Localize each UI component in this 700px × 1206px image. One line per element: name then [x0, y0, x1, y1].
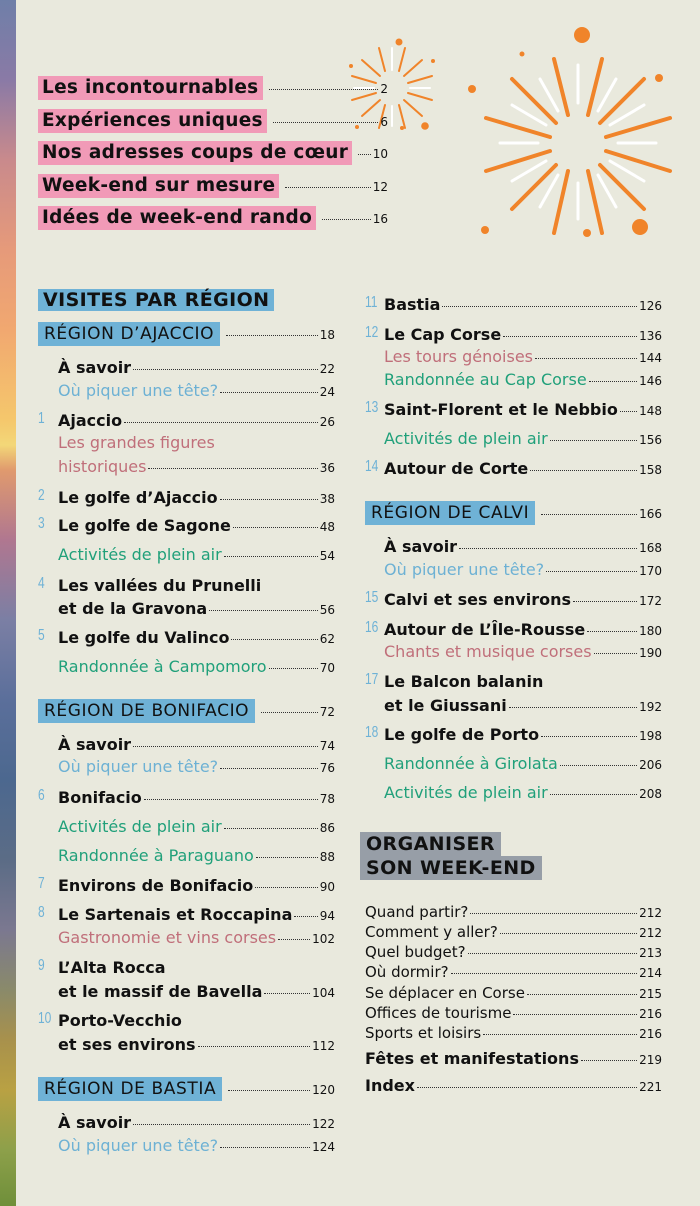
toc-highlight-experiences[interactable]: Expériences uniques 6: [38, 109, 388, 133]
toc-entry[interactable]: et de la Gravona 56: [58, 599, 335, 618]
dot-leader: [148, 468, 317, 469]
toc-entry[interactable]: Activités de plein air 156: [384, 429, 662, 448]
toc-entry[interactable]: Bonifacio 78: [58, 788, 335, 807]
chapter-number: 16: [365, 619, 379, 636]
toc-entry[interactable]: Gastronomie et vins corses 102: [58, 928, 335, 947]
chapter-number: 18: [365, 724, 379, 741]
dot-leader: [541, 736, 637, 737]
dot-leader: [220, 1147, 310, 1148]
dot-leader: [589, 381, 637, 382]
dot-leader: [264, 993, 310, 994]
chapter-number: 12: [365, 324, 379, 341]
dot-leader: [224, 828, 318, 829]
dot-leader: [500, 933, 637, 934]
toc-entry[interactable]: Les tours génoises 144: [384, 347, 662, 366]
dot-leader: [226, 335, 318, 336]
toc-entry[interactable]: Sports et loisirs 216: [365, 1024, 662, 1042]
toc-entry[interactable]: Où piquer une tête? 124: [58, 1136, 335, 1155]
dot-leader: [224, 556, 318, 557]
chapter-number: 3: [38, 515, 45, 532]
toc-entry[interactable]: Calvi et ses environs 172: [384, 590, 662, 609]
dot-leader: [470, 913, 637, 914]
dot-leader: [124, 422, 318, 423]
toc-entry[interactable]: Ajaccio 26: [58, 411, 335, 430]
dot-leader: [535, 358, 637, 359]
toc-entry-fetes[interactable]: Fêtes et manifestations 219: [365, 1049, 662, 1068]
dot-leader: [220, 392, 318, 393]
toc-entry[interactable]: Le golfe de Porto 198: [384, 725, 662, 744]
chapter-number: 1: [38, 410, 45, 427]
dot-leader: [509, 707, 637, 708]
dot-leader: [256, 857, 318, 858]
dot-leader: [133, 369, 318, 370]
toc-entry[interactable]: Randonnée à Girolata 206: [384, 754, 662, 773]
region-ajaccio[interactable]: RÉGION D’AJACCIO 18: [38, 322, 335, 346]
toc-entry[interactable]: Saint-Florent et le Nebbio 148: [384, 400, 662, 419]
toc-entry-index[interactable]: Index 221: [365, 1076, 662, 1095]
toc-entry[interactable]: Le golfe de Sagone 48: [58, 516, 335, 535]
dot-leader: [220, 499, 318, 500]
dot-leader: [133, 1124, 310, 1125]
toc-entry-line1: Le Balcon balanin: [384, 672, 544, 691]
dot-leader: [573, 601, 637, 602]
toc-entry-line1: Porto-Vecchio: [58, 1011, 182, 1030]
dot-leader: [587, 631, 637, 632]
dot-leader: [527, 994, 637, 995]
toc-entry[interactable]: Autour de Corte 158: [384, 459, 662, 478]
dot-leader: [417, 1087, 637, 1088]
toc-entry-line1: Les grandes figures: [58, 433, 215, 452]
dot-leader: [550, 440, 637, 441]
dot-leader: [322, 219, 371, 220]
toc-entry[interactable]: Où dormir? 214: [365, 963, 662, 981]
chapter-number: 10: [38, 1010, 52, 1027]
toc-entry[interactable]: Bastia 126: [384, 295, 662, 314]
toc-entry[interactable]: Activités de plein air 54: [58, 545, 335, 564]
chapter-number: 5: [38, 627, 45, 644]
chapter-number: 2: [38, 487, 45, 504]
toc-entry[interactable]: Où piquer une tête? 170: [384, 560, 662, 579]
toc-entry[interactable]: et ses environs 112: [58, 1035, 335, 1054]
chapter-number: 15: [365, 589, 379, 606]
dot-leader: [269, 668, 318, 669]
dot-leader: [198, 1046, 311, 1047]
dot-leader: [546, 571, 637, 572]
dot-leader: [233, 527, 318, 528]
toc-entry[interactable]: Autour de L’Île-Rousse 180: [384, 620, 662, 639]
toc-entry[interactable]: Randonnée au Cap Corse 146: [384, 370, 662, 389]
toc-entry[interactable]: Où piquer une tête? 24: [58, 381, 335, 400]
toc-entry[interactable]: Randonnée à Campomoro 70: [58, 657, 335, 676]
chapter-number: 13: [365, 399, 379, 416]
dot-leader: [228, 1090, 310, 1091]
toc-entry[interactable]: À savoir 22: [58, 358, 335, 377]
toc-entry[interactable]: Activités de plein air 208: [384, 783, 662, 802]
dot-leader: [255, 887, 317, 888]
chapter-number: 9: [38, 957, 45, 974]
toc-entry[interactable]: Où piquer une tête? 76: [58, 757, 335, 776]
chapter-number: 4: [38, 575, 45, 592]
toc-entry[interactable]: À savoir 74: [58, 735, 335, 754]
toc-entry[interactable]: Chants et musique corses 190: [384, 642, 662, 661]
dot-leader: [513, 1014, 637, 1015]
dot-leader: [285, 187, 370, 188]
toc-entry[interactable]: Quand partir? 212: [365, 903, 662, 921]
dot-leader: [261, 712, 318, 713]
dot-leader: [358, 154, 371, 155]
toc-entry[interactable]: Comment y aller? 212: [365, 923, 662, 941]
region-bastia[interactable]: RÉGION DE BASTIA 120: [38, 1077, 335, 1101]
dot-leader: [550, 794, 637, 795]
dot-leader: [483, 1034, 637, 1035]
chapter-number: 17: [365, 671, 379, 688]
dot-leader: [459, 548, 637, 549]
dot-leader: [581, 1060, 637, 1061]
dot-leader: [503, 336, 637, 337]
dot-leader: [442, 306, 637, 307]
region-calvi[interactable]: RÉGION DE CALVI 166: [365, 501, 662, 525]
dot-leader: [231, 639, 317, 640]
toc-entry[interactable]: historiques 36: [58, 457, 335, 476]
dot-leader: [594, 653, 638, 654]
dot-leader: [560, 765, 637, 766]
dot-leader: [530, 470, 637, 471]
toc-highlight-weekend-mesure[interactable]: Week-end sur mesure 12: [38, 174, 388, 198]
toc-entry-line1: L’Alta Rocca: [58, 958, 166, 977]
chapter-number: 6: [38, 787, 45, 804]
toc-entry[interactable]: Le Cap Corse 136: [384, 325, 662, 344]
toc-entry[interactable]: Le golfe d’Ajaccio 38: [58, 488, 335, 507]
section-title-visites: VISITES PAR RÉGION: [38, 287, 274, 313]
dot-leader: [220, 768, 318, 769]
dot-leader: [294, 916, 317, 917]
dot-leader: [468, 953, 637, 954]
toc-entry[interactable]: Le Sartenais et Roccapina 94: [58, 905, 335, 924]
chapter-number: 8: [38, 904, 45, 921]
dot-leader: [541, 514, 637, 515]
dot-leader: [273, 122, 378, 123]
toc-entry[interactable]: Se déplacer en Corse 215: [365, 984, 662, 1002]
dot-leader: [278, 939, 310, 940]
toc-entry[interactable]: Environs de Bonifacio 90: [58, 876, 335, 895]
region-bonifacio[interactable]: RÉGION DE BONIFACIO 72: [38, 699, 335, 723]
toc-entry-line1: Les vallées du Prunelli: [58, 576, 262, 595]
toc-entry[interactable]: et le massif de Bavella 104: [58, 982, 335, 1001]
dot-leader: [451, 973, 638, 974]
toc-highlight-incontournables[interactable]: Les incontournables 2: [38, 76, 388, 100]
dot-leader: [144, 799, 318, 800]
toc-entry[interactable]: Le golfe du Valinco 62: [58, 628, 335, 647]
toc-entry[interactable]: Quel budget? 213: [365, 943, 662, 961]
chapter-number: 11: [365, 294, 378, 311]
dot-leader: [269, 89, 379, 90]
toc-entry[interactable]: Activités de plein air 86: [58, 817, 335, 836]
section-title-organiser: ORGANISER SON WEEK-END: [360, 832, 542, 880]
toc-entry[interactable]: À savoir 122: [58, 1113, 335, 1132]
toc-entry[interactable]: Offices de tourisme 216: [365, 1004, 662, 1022]
chapter-number: 14: [365, 458, 379, 475]
toc-entry[interactable]: Randonnée à Paraguano 88: [58, 846, 335, 865]
fireworks-icon: [335, 10, 700, 240]
chapter-number: 7: [38, 875, 45, 892]
dot-leader: [620, 411, 637, 412]
toc-entry[interactable]: À savoir 168: [384, 537, 662, 556]
toc-highlight-weekend-rando[interactable]: Idées de week-end rando 16: [38, 206, 388, 230]
toc-entry[interactable]: et le Giussani 192: [384, 696, 662, 715]
cover-photo-strip: [0, 0, 16, 1206]
dot-leader: [209, 610, 317, 611]
toc-highlight-adresses[interactable]: Nos adresses coups de cœur 10: [38, 141, 388, 165]
dot-leader: [133, 746, 318, 747]
